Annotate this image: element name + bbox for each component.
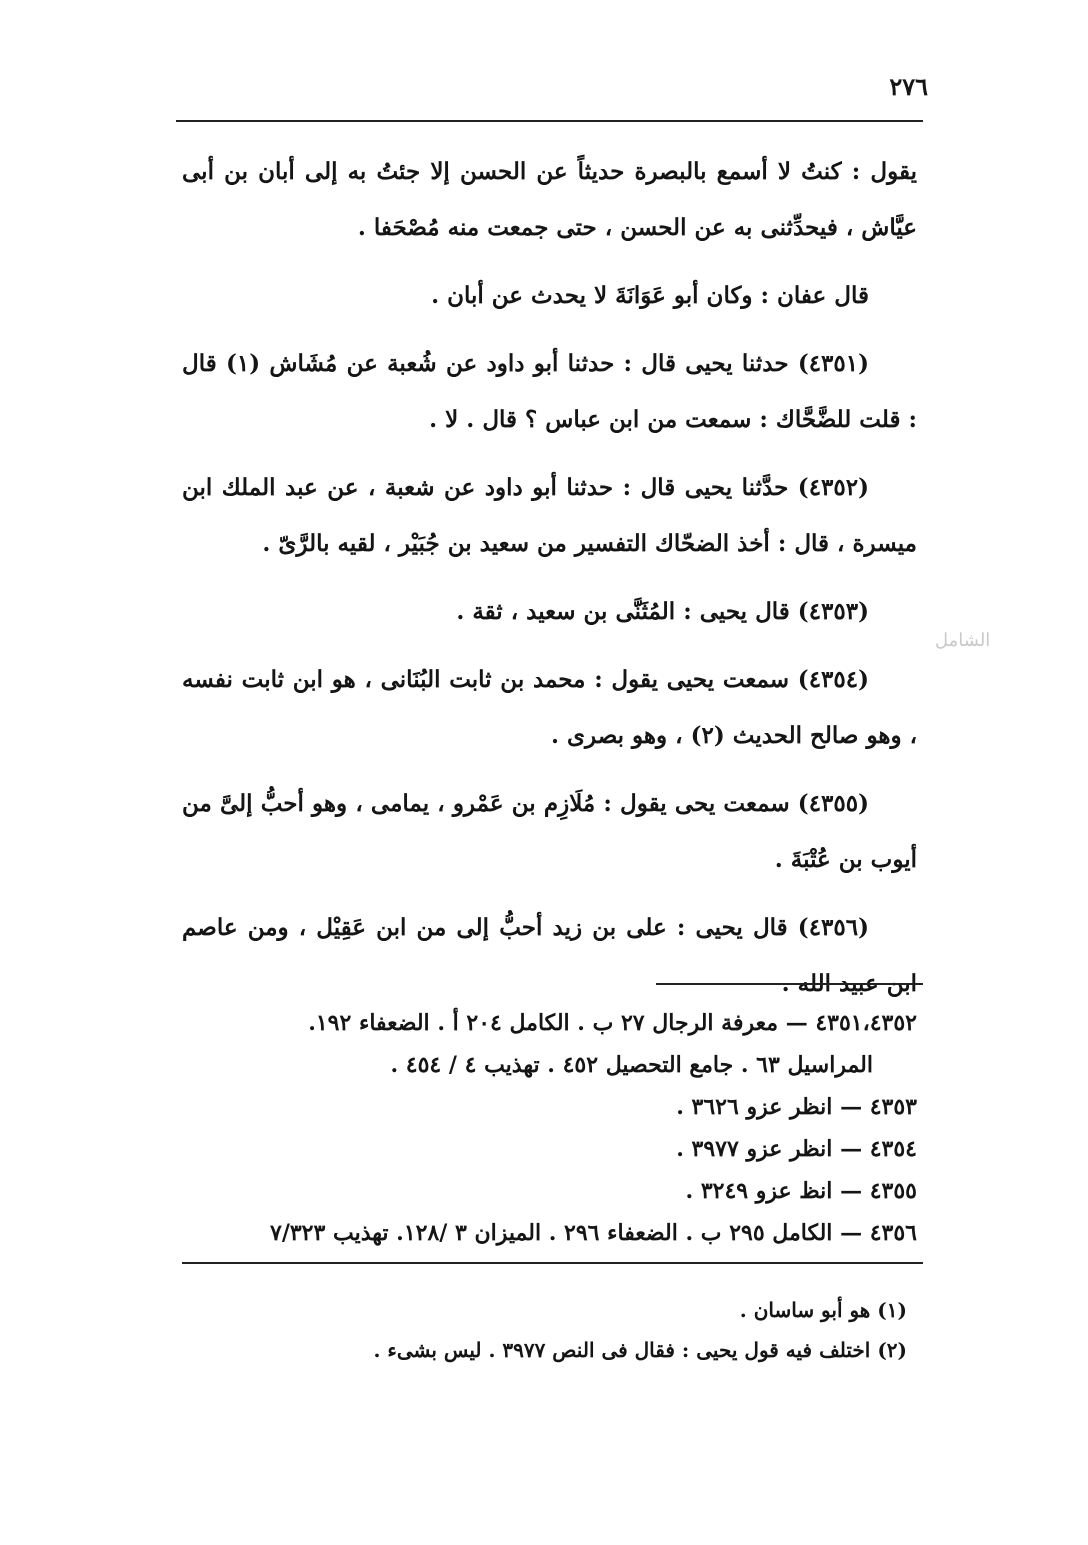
main-text [182, 144, 917, 1024]
paragraph-4355: (٤٣٥٥) سمعت يحى يقول : مُلَازِم بن عَمْرو ، يمامى ، وهو أحبُّ إلىَّ من أيوب بن عُتْبَةَ . [182, 790, 917, 873]
footnotes-rule [182, 1262, 923, 1264]
footnote-2: (٢) اختلف فيه قول يحيى : فقال فى النص ٣٩٧٧ . ليس بشىء . [373, 1338, 907, 1362]
page-number: ٢٧٦ [889, 72, 928, 101]
footnotes-block [182, 1290, 917, 1370]
footnote-1: (١) هو أبو ساسان . [739, 1298, 907, 1322]
paragraph-4351: (٤٣٥١) حدثنا يحيى قال : حدثنا أبو داود عن شُعبة عن مُشَاش (١) قال : قلت للضَّحَّاك : سمعت من ابن عباس ؟ قال . لا . [182, 350, 917, 433]
paragraph-intro: يقول : كنتُ لا أسمع بالبصرة حديثاً عن الحسن إلا جئتُ به إلى أبان بن أبى عيَّاش ، فيحدِّثنى به عن الحسن ، حتى جمعت منه مُصْحَفا . [182, 158, 917, 241]
reference-line: ٤٣٥٣ — انظر عزو ٣٦٢٦ . [676, 1094, 917, 1120]
reference-line: ٤٣٥٤ — انظر عزو ٣٩٧٧ . [676, 1136, 917, 1162]
references-rule [656, 983, 923, 985]
references-block [182, 1002, 917, 1254]
reference-line: المراسيل ٦٣ . جامع التحصيل ٤٥٢ . تهذيب ٤ / ٤٥٤ . [390, 1052, 873, 1078]
paragraph-affan: قال عفان : وكان أبو عَوَانَةَ لا يحدث عن أبان . [431, 282, 869, 309]
paragraph-4356: (٤٣٥٦) قال يحيى : على بن زيد أحبُّ إلى من ابن عَقِيْل ، ومن عاصم ابن عبيد الله . [182, 914, 917, 997]
header-rule [176, 120, 923, 122]
paragraph-4352: (٤٣٥٢) حدَّثنا يحيى قال : حدثنا أبو داود عن شعبة ، عن عبد الملك ابن ميسرة ، قال : أخذ الضحّاك التفسير من سعيد بن جُبَيْر ، لقيه بالرَّىّ . [182, 474, 917, 557]
reference-line: ٤٣٥٥ — انظ عزو ٣٢٤٩ . [685, 1178, 917, 1204]
paragraph-4353: (٤٣٥٣) قال يحيى : المُثَنَّى بن سعيد ، ثقة . [456, 598, 869, 625]
reference-line: ٤٣٥٦ — الكامل ٢٩٥ ب . الضعفاء ٢٩٦ . الميزان ٣ /١٢٨. تهذيب ٧/٣٢٣ [270, 1220, 917, 1246]
reference-line: ٤٣٥١،٤٣٥٢ — معرفة الرجال ٢٧ ب . الكامل ٢٠٤ أ . الضعفاء ١٩٢. [308, 1010, 917, 1036]
paragraph-4354: (٤٣٥٤) سمعت يحيى يقول : محمد بن ثابت البُنَانى ، هو ابن ثابت نفسه ، وهو صالح الحديث (٢) ، وهو بصرى . [182, 666, 917, 749]
margin-stamp: ﺍﻟﺸﺎﻣﻞ [935, 630, 991, 651]
